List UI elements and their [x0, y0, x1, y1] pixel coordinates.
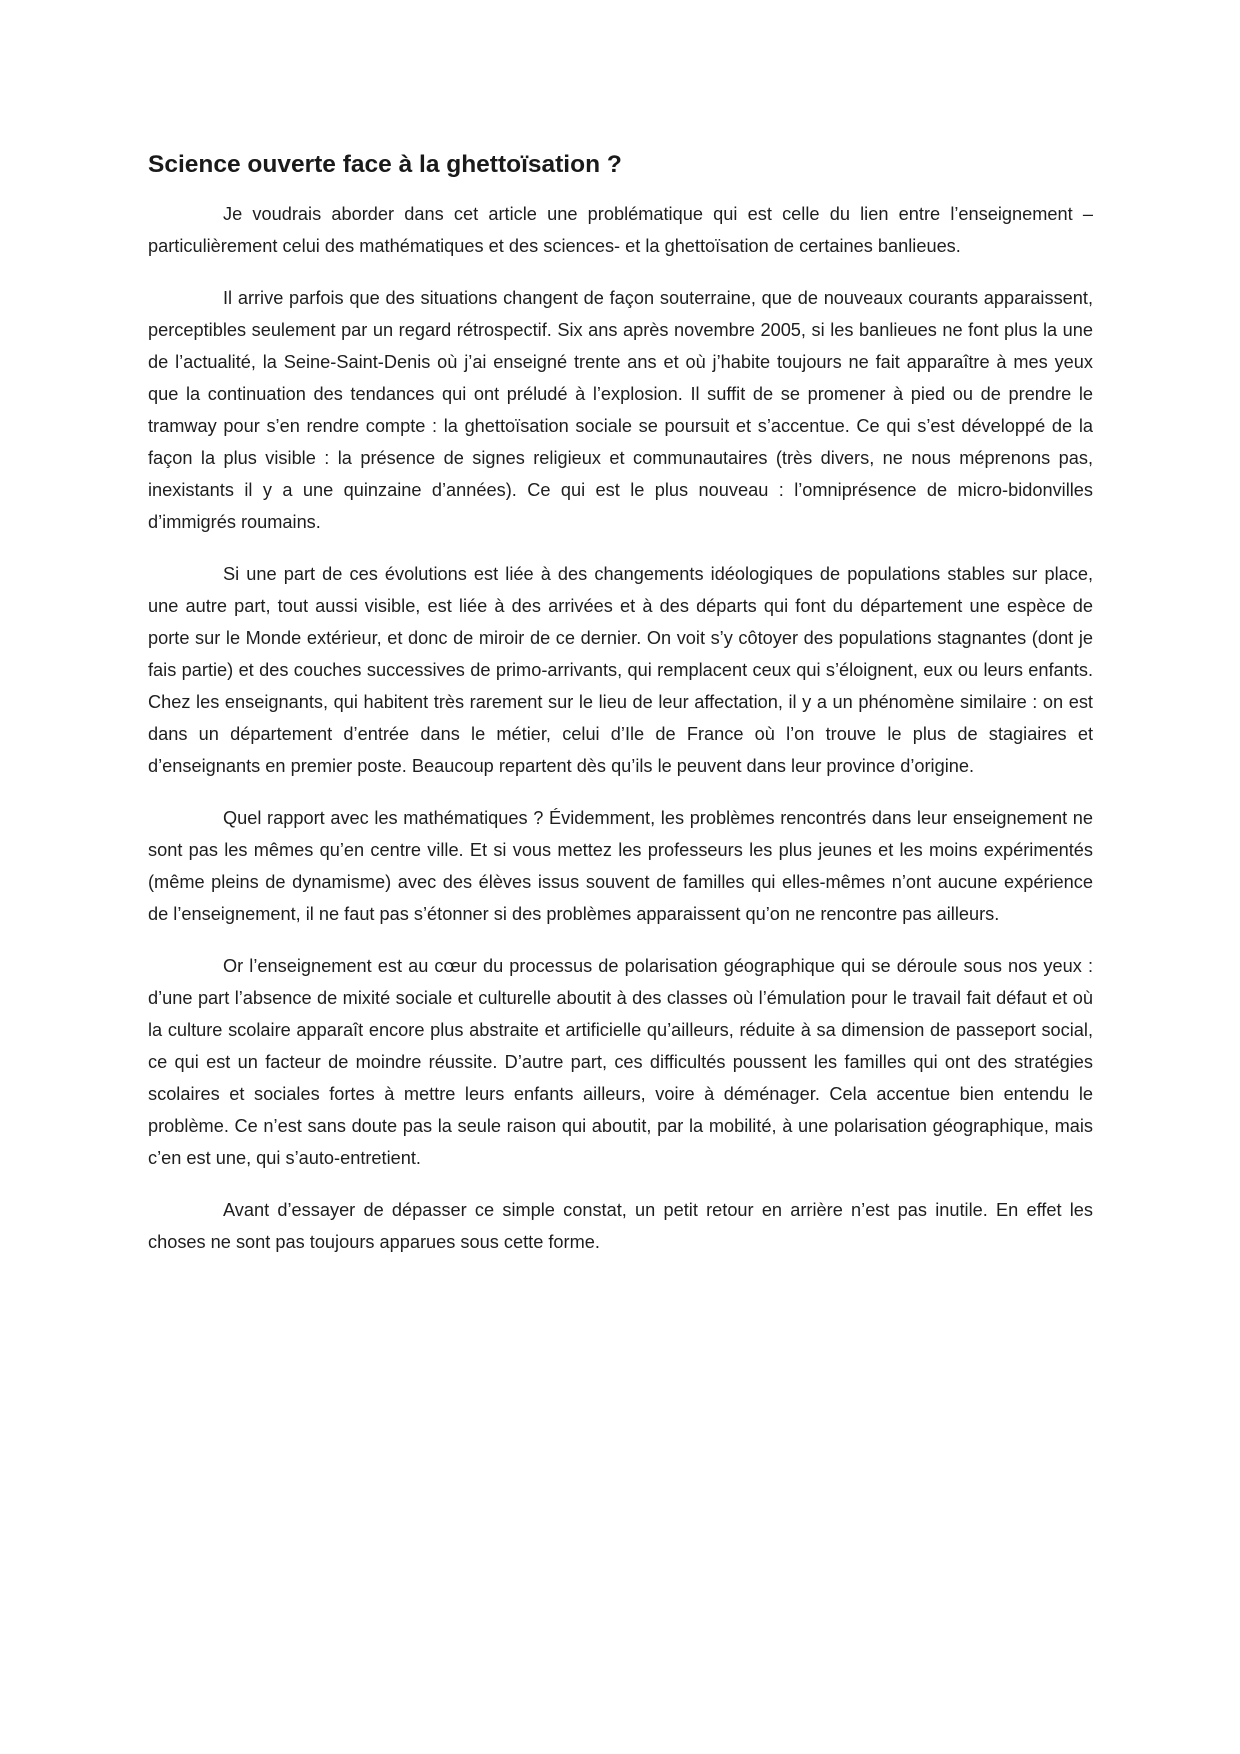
paragraph: Si une part de ces évolutions est liée à des changements idéologiques de populations stables sur place, une autre part, tout aussi visible, est liée à des arrivées et à des départs qui font du département une espèce de porte sur le Monde extérieur, et donc de miroir de ce dernier. On voit s’y côtoyer des populations stagnantes (dont je fais partie) et des couches successives de primo-arrivants, qui remplacent ceux qui s’éloignent, eux ou leurs enfants. Chez les enseignants, qui habitent très rarement sur le lieu de leur affectation, il y a un phénomène similaire : on est dans un département d’entrée dans le métier, celui d’Ile de France où l’on trouve le plus de stagiaires et d’enseignants en premier poste. Beaucoup repartent dès qu’ils le peuvent dans leur province d’origine.	[148, 564, 1093, 776]
paragraph: Quel rapport avec les mathématiques ? Évidemment, les problèmes rencontrés dans leur enseignement ne sont pas les mêmes qu’en centre ville. Et si vous mettez les professeurs les plus jeunes et les moins expérimentés (même pleins de dynamisme) avec des élèves issus souvent de familles qui elles-mêmes n’ont aucune expérience de l’enseignement, il ne faut pas s’étonner si des problèmes apparaissent qu’on ne rencontre pas ailleurs.	[148, 808, 1093, 924]
paragraph: Or l’enseignement est au cœur du processus de polarisation géographique qui se déroule sous nos yeux : d’une part l’absence de mixité sociale et culturelle aboutit à des classes où l’émulation pour le travail fait défaut et où la culture scolaire apparaît encore plus abstraite et artificielle qu’ailleurs, réduite à sa dimension de passeport social, ce qui est un facteur de moindre réussite. D’autre part, ces difficultés poussent les familles qui ont des stratégies scolaires et sociales fortes à mettre leurs enfants ailleurs, voire à déménager. Cela accentue bien entendu le problème. Ce n’est sans doute pas la seule raison qui aboutit, par la mobilité, à une polarisation géographique, mais c’en est une, qui s’auto-entretient.	[148, 956, 1093, 1168]
document-title: Science ouverte face à la ghettoïsation ?	[148, 151, 622, 178]
paragraph: Il arrive parfois que des situations changent de façon souterraine, que de nouveaux courants apparaissent, perceptibles seulement par un regard rétrospectif. Six ans après novembre 2005, si les banlieues ne font plus la une de l’actualité, la Seine-Saint-Denis où j’ai enseigné trente ans et où j’habite toujours ne fait apparaître à mes yeux que la continuation des tendances qui ont préludé à l’explosion. Il suffit de se promener à pied ou de prendre le tramway pour s’en rendre compte : la ghettoïsation sociale se poursuit et s’accentue. Ce qui s’est développé de la façon la plus visible : la présence de signes religieux et communautaires (très divers, ne nous méprenons pas, inexistants il y a une quinzaine d’années). Ce qui est le plus nouveau : l’omniprésence de micro-bidonvilles d’immigrés roumains.	[148, 288, 1093, 532]
paragraph: Je voudrais aborder dans cet article une problématique qui est celle du lien entre l’enseignement –particulièrement celui des mathématiques et des sciences- et la ghettoïsation de certaines banlieues.	[148, 204, 1093, 256]
document-body	[148, 148, 1093, 1278]
paragraph: Avant d’essayer de dépasser ce simple constat, un petit retour en arrière n’est pas inutile. En effet les choses ne sont pas toujours apparues sous cette forme.	[148, 1200, 1093, 1252]
